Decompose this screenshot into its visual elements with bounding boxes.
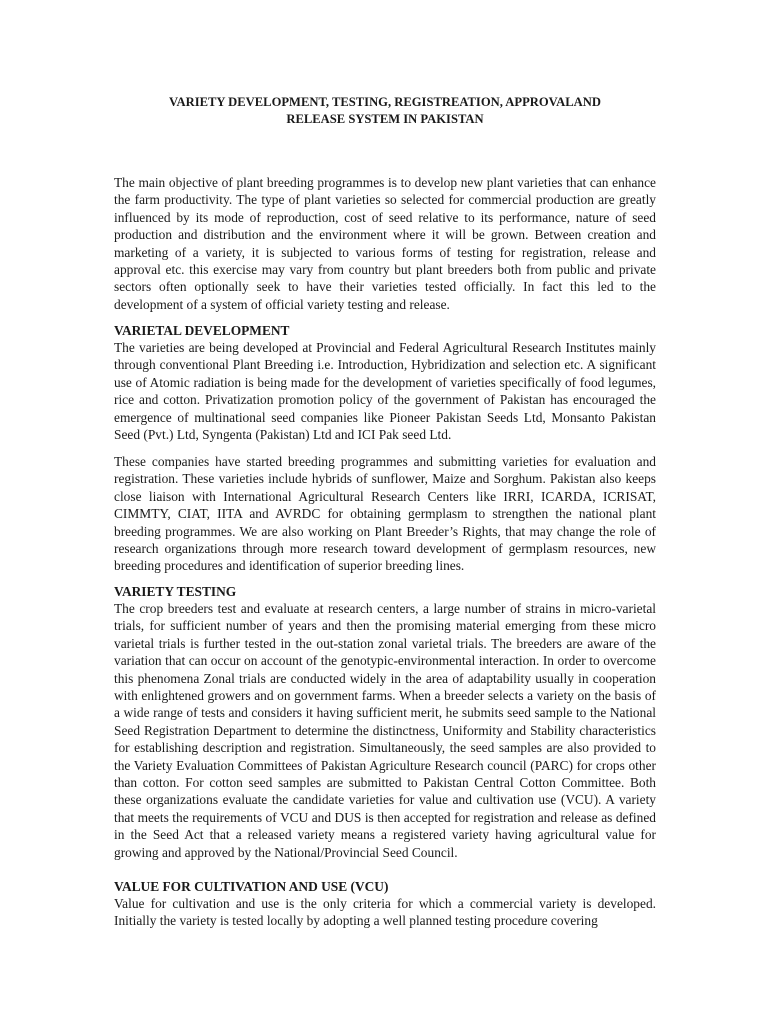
- section-heading-vcu: VALUE FOR CULTIVATION AND USE (VCU): [114, 879, 389, 894]
- title-line-2: RELEASE SYSTEM IN PAKISTAN: [286, 112, 484, 126]
- varietal-development-paragraph-1: The varieties are being developed at Provincial and Federal Agricultural Research Institutes mainly through conventional Plant Breeding i.e. Introduction, Hybridization and selection etc. A significant use of Atomic radiation is being made for the development of varieties specifically of food legumes, rice and cotton. Privatization promotion policy of the government of Pakistan has encouraged the emergence of multinational seed companies like Pioneer Pakistan Seeds Ltd, Monsanto Pakistan Seed (Pvt.) Ltd, Syngenta (Pakistan) Ltd and ICI Pak seed Ltd.: [114, 340, 656, 443]
- varietal-development-paragraph-2: These companies have started breeding programmes and submitting varieties for evaluation and registration. These varieties include hybrids of sunflower, Maize and Sorghum. Pakistan also keeps close liaison with International Agricultural Research Centers like IRRI, ICARDA, ICRISAT, CIMMTY, CIAT, IITA and AVRDC for obtaining germplasm to strengthen the national plant breeding programmes. We are also working on Plant Breeder’s Rights, that may change the role of research organizations through more research toward development of germplasm resources, new breeding procedures and identification of superior breeding lines.: [114, 454, 656, 574]
- document-title: [114, 94, 656, 128]
- title-line-1: VARIETY DEVELOPMENT, TESTING, REGISTREATION, APPROVALAND: [169, 95, 601, 109]
- variety-testing-paragraph: The crop breeders test and evaluate at research centers, a large number of strains in micro-varietal trials, for sufficient number of years and then the promising material emerging from these micro varietal trials is further tested in the out-station zonal varietal trials. The breeders are aware of the variation that can occur on account of the genotypic-environmental interaction. In order to overcome this phenomena Zonal trials are conducted widely in the area of adaptability usually in cooperation with enlightened growers and on government farms. When a breeder selects a variety on the basis of a wide range of tests and considers it having sufficient merit, he submits seed sample to the National Seed Registration Department to determine the distinctness, Uniformity and Stability characteristics for establishing description and registration. Simultaneously, the seed samples are also provided to the Variety Evaluation Committees of Pakistan Agriculture Research council (PARC) for crops other than cotton. For cotton seed samples are submitted to Pakistan Central Cotton Committee. Both these organizations evaluate the candidate varieties for value and cultivation use (VCU). A variety that meets the requirements of VCU and DUS is then accepted for registration and release as defined in the Seed Act that a released variety means a registered variety having agricultural value for growing and approved by the National/Provincial Seed Council.: [114, 601, 656, 860]
- section-heading-variety-testing: VARIETY TESTING: [114, 584, 237, 599]
- vcu-paragraph: Value for cultivation and use is the only criteria for which a commercial variety is developed. Initially the variety is tested locally by adopting a well planned testing procedure covering: [114, 896, 656, 929]
- intro-paragraph: The main objective of plant breeding programmes is to develop new plant varieties that can enhance the farm productivity. The type of plant varieties so selected for commercial production are greatly influenced by its mode of reproduction, cost of seed relative to its performance, nature of seed production and distribution and the environment where it will be grown. Between creation and marketing of a variety, it is subjected to various forms of testing for registration, release and approval etc. this exercise may vary from country but plant breeders both from public and private sectors often optionally seek to have their varieties tested officially. In fact this led to the development of a system of official variety testing and release.: [114, 175, 656, 312]
- section-heading-varietal-development: VARIETAL DEVELOPMENT: [114, 323, 290, 338]
